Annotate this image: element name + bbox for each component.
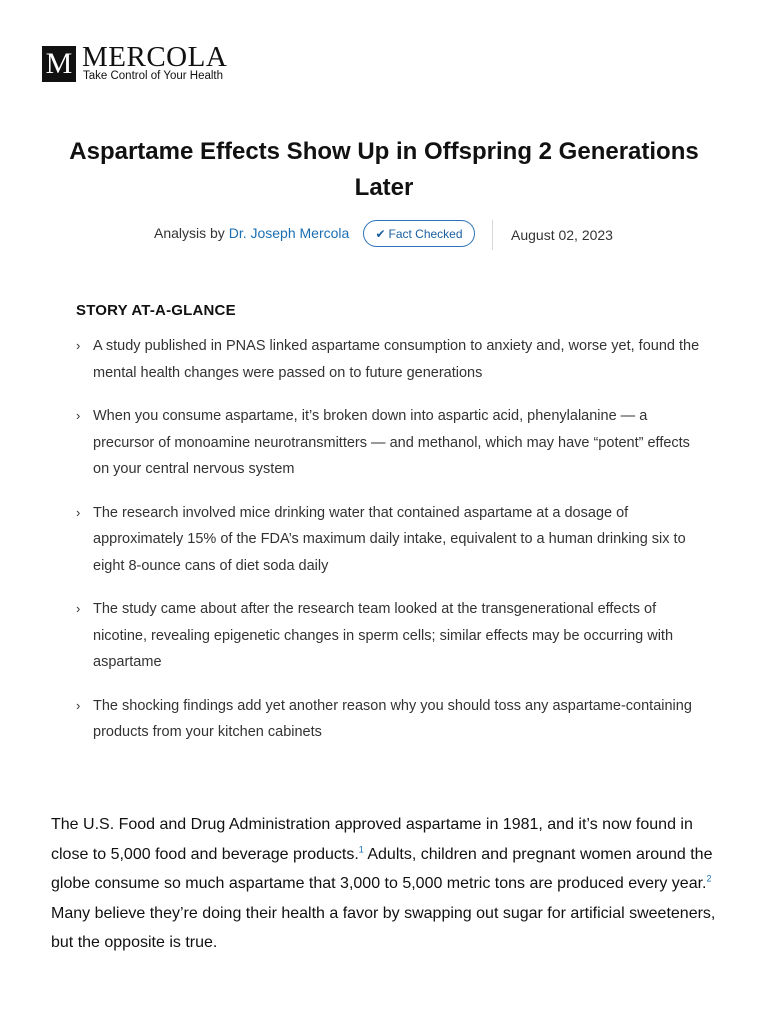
brand-tagline: Take Control of Your Health: [83, 70, 224, 82]
glance-item-text: The study came about after the research team looked at the transgenerational effects of nicotine, revealing epigenetic changes in sperm cells; similar effects may be occurring with aspartame: [93, 601, 674, 670]
story-at-a-glance: [76, 302, 706, 763]
body-text-part-1: The U.S. Food and Drug Administration approved aspartame in 1981, and it’s now found in close to 5,000 food and beverage products.: [51, 816, 693, 863]
glance-item: [76, 693, 706, 746]
footnote-link-1[interactable]: 1: [358, 844, 364, 855]
chevron-right-icon: ›: [76, 601, 81, 616]
glance-item: [76, 333, 706, 386]
glance-item: [76, 403, 706, 483]
chevron-right-icon: ›: [76, 408, 81, 423]
body-text-part-3: Many believe they’re doing their health a favor by swapping out sugar for artificial sweeteners, but the opposite is true.: [51, 904, 716, 952]
body-paragraph: [51, 810, 719, 958]
article-title: Aspartame Effects Show Up in Offspring 2 Generations Later: [69, 138, 699, 201]
byline-divider: [492, 220, 493, 250]
chevron-right-icon: ›: [76, 697, 81, 713]
byline-text: [154, 225, 349, 241]
fact-checked-label: Fact Checked: [388, 227, 463, 241]
glance-heading: STORY AT-A-GLANCE: [76, 302, 236, 319]
check-icon: ✔: [375, 227, 386, 241]
mercola-logo[interactable]: [42, 41, 228, 83]
glance-item-text: The research involved mice drinking water that contained aspartame at a dosage of approximately 15% of the FDA’s maximum daily intake, equivalent to a human drinking six to eight 8-ounce cans of diet soda daily: [93, 504, 686, 574]
byline-prefix: Analysis by: [154, 225, 225, 241]
logo-wordmark: [82, 41, 228, 83]
logo-mark: M: [42, 46, 76, 82]
publish-date: August 02, 2023: [511, 227, 613, 243]
footnote-link-2[interactable]: 2: [706, 873, 712, 884]
byline: [0, 220, 768, 250]
glance-item-text: A study published in PNAS linked aspartame consumption to anxiety and, worse yet, found the mental health changes were passed on to future generations: [93, 338, 700, 381]
glance-item: [76, 596, 706, 676]
brand-name: MERCOLA: [82, 41, 228, 73]
glance-list: [76, 333, 706, 746]
glance-item-text: When you consume aspartame, it’s broken down into aspartic acid, phenylalanine — a precursor of monoamine neurotransmitters — and methanol, which may have “potent” effects on your central nervous system: [93, 408, 690, 477]
fact-checked-badge[interactable]: [363, 220, 475, 247]
glance-item-text: The shocking findings add yet another reason why you should toss any aspartame-containing products from your kitchen cabinets: [93, 697, 692, 740]
chevron-right-icon: ›: [76, 338, 81, 353]
body-text-part-2: Adults, children and pregnant women around the globe consume so much aspartame that 3,000 to 5,000 metric tons are produced every year.: [51, 845, 713, 893]
chevron-right-icon: ›: [76, 504, 81, 520]
author-link[interactable]: Dr. Joseph Mercola: [228, 225, 350, 241]
glance-item: [76, 500, 706, 580]
